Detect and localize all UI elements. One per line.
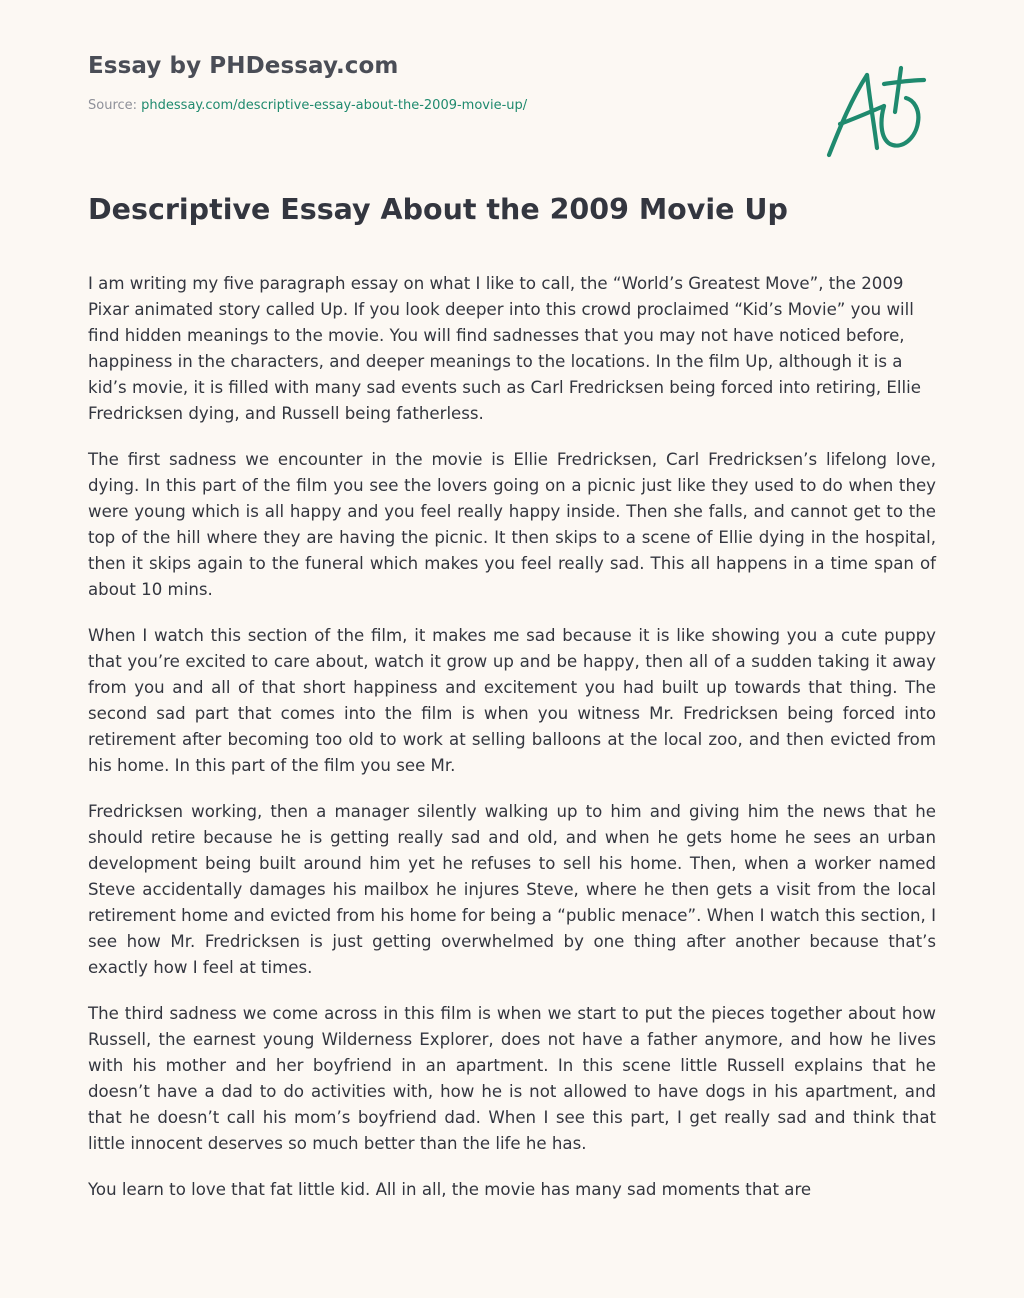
source-label: Source: [88,98,138,113]
page-title: Descriptive Essay About the 2009 Movie Up [88,193,788,226]
site-title[interactable]: Essay by PHDessay.com [88,53,399,79]
source-line [88,97,788,115]
essay-paragraph: The first sadness we encounter in the movie is Ellie Fredricksen, Carl Fredricksen’s lifelong love, dying. In this part of the film you see the lovers going on a picnic just like they used to do when they were young which is all happy and you feel really happy inside. Then she falls, and cannot get to the top of the hill where they are having the picnic. It then skips to a scene of Ellie dying in the hospital, then it skips again to the funeral which makes you feel really sad. This all happens in a time span of about 10 mins. [88,450,936,599]
essay-paragraph: When I watch this section of the film, it makes me sad because it is like showing you a cute puppy that you’re excited to care about, watch it grow up and be happy, then all of a sudden taking it away from you and all of that short happiness and excitement you had built up towards that thing. The second sad part that comes into the film is when you witness Mr. Fredricksen being forced into retirement after becoming too old to work at selling balloons at the local zoo, and then evicted from his home. In this part of the film you see Mr. [88,626,936,775]
a-plus-grade-icon [822,62,932,162]
essay-paragraph: You learn to love that fat little kid. All in all, the movie has many sad moments that are [88,1180,812,1199]
essay-paragraph: I am writing my five paragraph essay on what I like to call, the “World’s Greatest Move”, the 2009 Pixar animated story called Up. If you look deeper into this crowd proclaimed “Kid’s Movie” you will find hidden meanings to the movie. You will find sadnesses that you may not have noticed before, happiness in the characters, and deeper meanings to the locations. In the film Up, although it is a kid’s movie, it is filled with many sad events such as Carl Fredricksen being forced into retiring, Ellie Fredricksen dying, and Russell being fatherless. [88,274,921,423]
source-link[interactable]: phdessay.com/descriptive-essay-about-the-2009-movie-up/ [141,98,528,113]
essay-body [88,271,936,1223]
essay-paragraph: The third sadness we come across in this film is when we start to put the pieces together about how Russell, the earnest young Wilderness Explorer, does not have a father anymore, and how he lives with his mother and her boyfriend in an apartment. In this scene little Russell explains that he doesn’t have a dad to do activities with, how he is not allowed to have dogs in his apartment, and that he doesn’t call his mom’s boyfriend dad. When I see this part, I get really sad and think that little innocent deserves so much better than the life he has. [88,1004,936,1153]
a-plus-logo-graphic [822,62,932,162]
essay-paragraph: Fredricksen working, then a manager silently walking up to him and giving him the news that he should retire because he is getting really sad and old, and when he gets home he sees an urban development being built around him yet he refuses to sell his home. Then, when a worker named Steve accidentally damages his mailbox he injures Steve, where he then gets a visit from the local retirement home and evicted from his home for being a “public menace”. When I watch this section, I see how Mr. Fredricksen is just getting overwhelmed by one thing after another because that’s exactly how I feel at times. [88,802,936,977]
page-header [88,50,788,115]
